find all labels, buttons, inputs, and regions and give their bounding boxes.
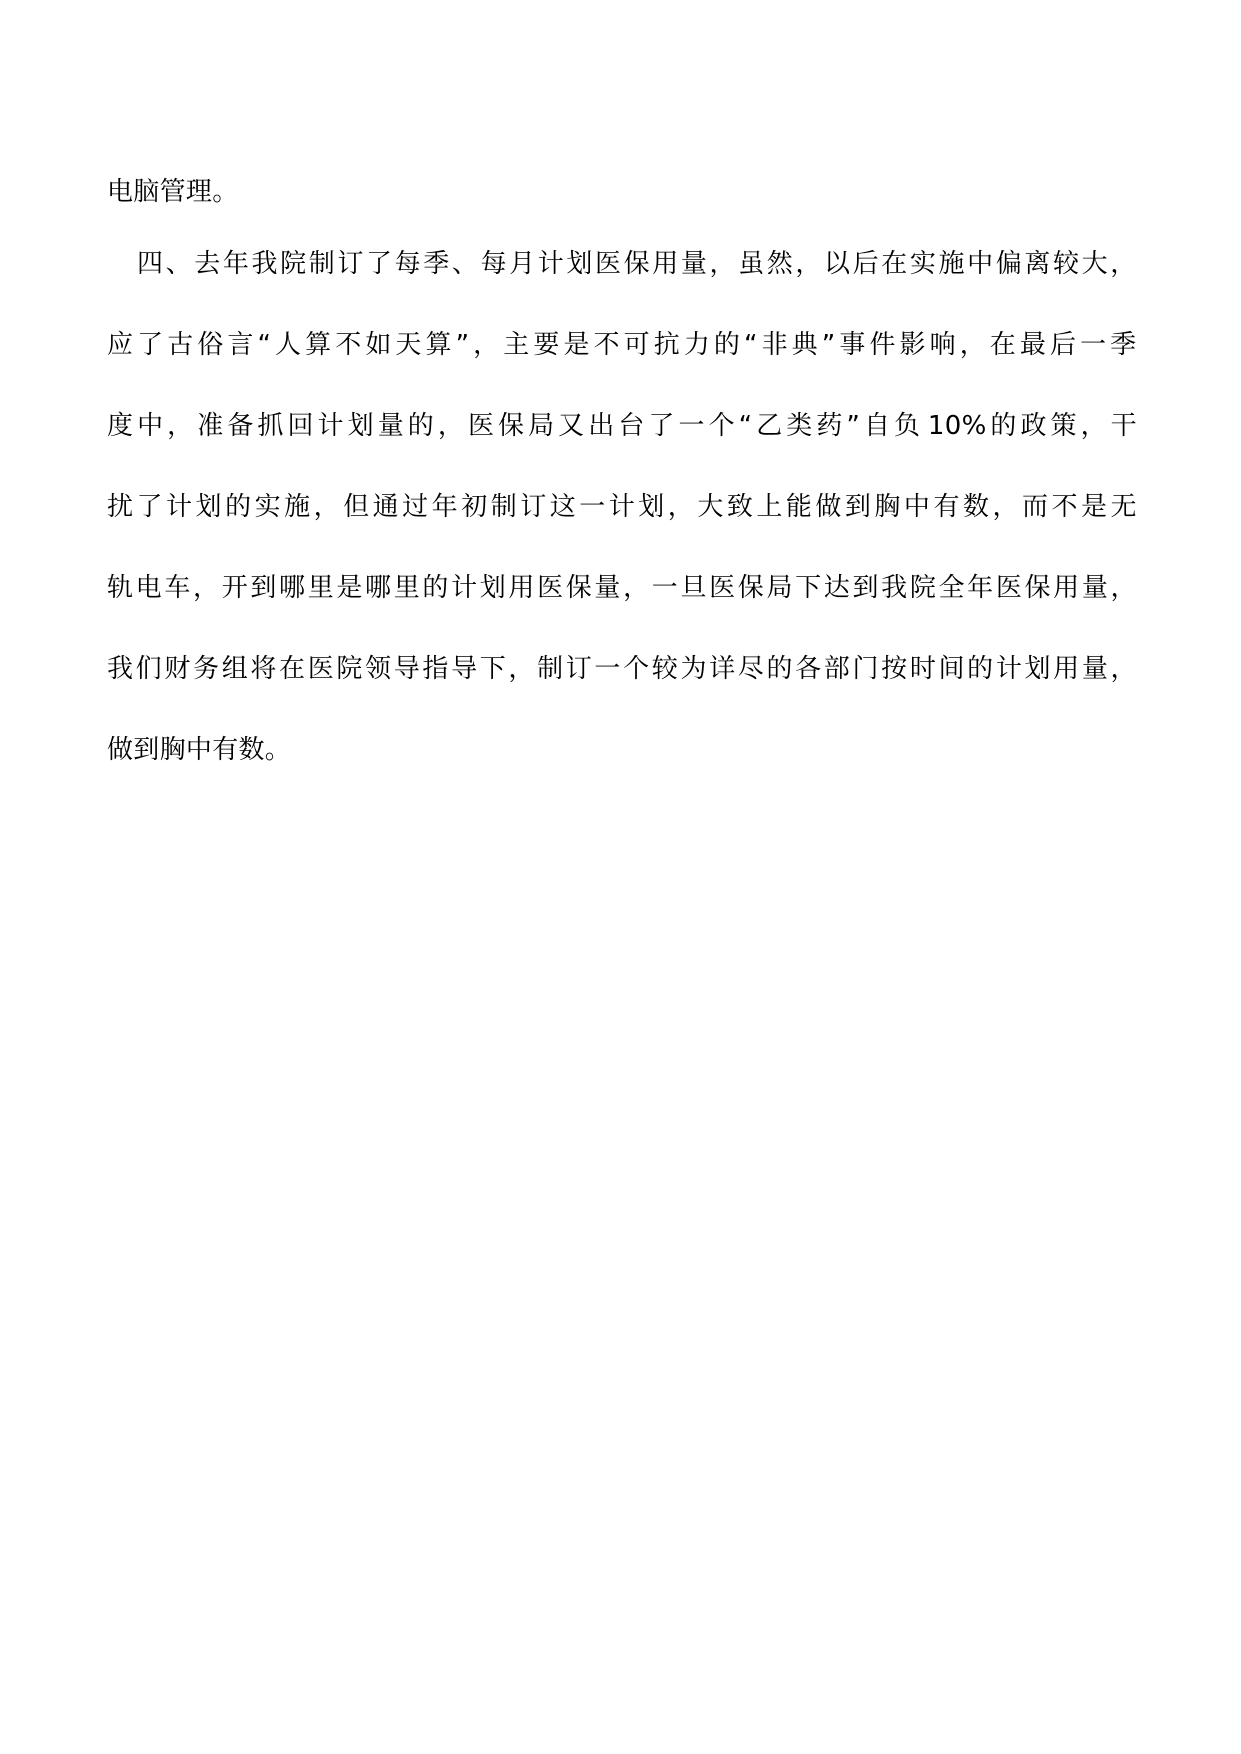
text-line-4: 度 中 ， 准 备 抓 回 计 划 量 的 ， 医 保 局 又 出 台 了 一 个 “ 乙 类 药 ” 自 负 10% 的 政 策 ， 干 <box>107 411 1137 441</box>
text-line-2: 四 、 去 年 我 院 制 订 了 每 季 、 每 月 计 划 医 保 用 量 ， 虽 然 ， 以 后 在 实 施 中 偏 离 较 大 ， <box>137 249 1137 279</box>
text-line-5: 扰 了 计 划 的 实 施 ， 但 通 过 年 初 制 订 这 一 计 划 ， 大 致 上 能 做 到 胸 中 有 数 ， 而 不 是 无 <box>107 492 1137 522</box>
text-line-3: 应 了 古 俗 言 “ 人 算 不 如 天 算 ” ， 主 要 是 不 可 抗 力 的 “ 非 典 ” 事 件 影 响 ， 在 最 后 一 季 <box>107 330 1137 360</box>
text-line-6: 轨 电 车 ， 开 到 哪 里 是 哪 里 的 计 划 用 医 保 量 ， 一 旦 医 保 局 下 达 到 我 院 全 年 医 保 用 量 ， <box>107 573 1137 603</box>
text-line-1: 电脑管理。 <box>107 177 239 207</box>
text-line-8: 做到胸中有数。 <box>107 735 292 765</box>
text-line-7: 我 们 财 务 组 将 在 医 院 领 导 指 导 下 ， 制 订 一 个 较 为 详 尽 的 各 部 门 按 时 间 的 计 划 用 量 ， <box>107 654 1137 684</box>
